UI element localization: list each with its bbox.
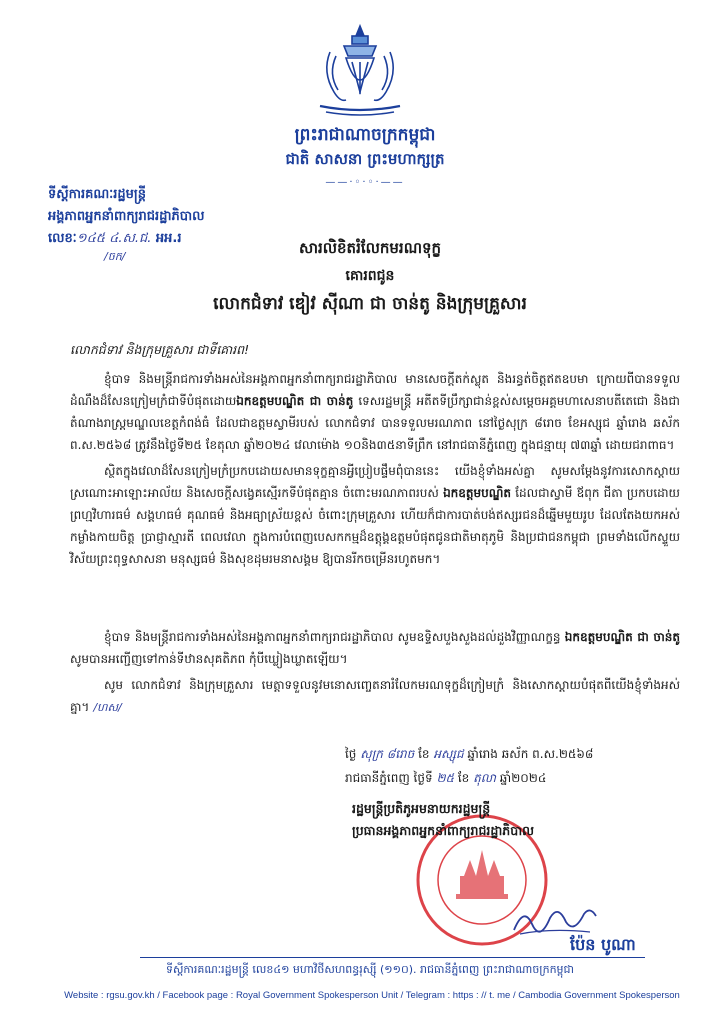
ornament-divider: ——·◦·◦·—— (325, 177, 405, 188)
office-line-1: ទីស្តីការគណៈរដ្ឋមន្ត្រី (48, 187, 146, 202)
signatory-title (352, 798, 534, 842)
letter-title-block (160, 234, 580, 318)
solar-suffix: ឆ្នាំ២០២៤ (499, 771, 547, 785)
p3-text-a: ខ្ញុំបាទ និងមន្ត្រីរាជការទាំងអស់នៃអង្គភាពអ្នកនាំពាក្យរាជរដ្ឋាភិបាល សូមឧទ្ទិសបួងសួងដល់ដួងវិញ្ញាណក្ខន្ធ (104, 630, 561, 644)
p4-text: សូម លោកជំទាវ និងក្រុមគ្រួសារ មេត្តាទទួលនូវមនោសញ្ចេតនារំលែកមរណទុក្ខដ៏ក្រៀមក្រំ និងសោកស្តាយបំផុតពីយើងខ្ញុំទាំងអស់គ្នា។ (70, 678, 680, 714)
p2-text-b: ដែលជាស្វាមី ឪពុក ជីតា ប្រកបដោយព្រហ្មវិហារធម៌ សង្គហធម៌ គុណធម៌ និងអធ្យាស្រ័យខ្ពស់ ចំពោះក្រុមគ្រួសារ ហើយក៏ជាការបាត់បង់ឥស្សរជនដ៏ឆ្នើមមួយរូប ដែលតែងយកអស់កម្លាំងកាយចិត្ត ប្រាជ្ញាស្មារតី ពេលវេលា ក្នុងការបំពេញបេសកកម្មដ៏ឧត្តុង្គឧត្តមបំផុតជូនជាតិមាតុភូមិ និងប្រជាជនកម្ពុជា ព្រមទាំងលើកស្ទួយវិស័យព្រះពុទ្ធសាសនា មនុស្សធម៌ និងសុខដុមរមនាសង្គម ឱ្យបានរីកចម្រើនរហូតមក។ (70, 486, 680, 566)
letter-title: សារលិខិតរំលែកមរណទុក្ខ (298, 239, 442, 257)
signatory-title-1: រដ្ឋមន្ត្រីប្រតិភូអមនាយករដ្ឋមន្ត្រី (352, 801, 491, 816)
recipient-name: លោកជំទាវ ឌៀវ ស៊ីណា ជា ចាន់តូ និងក្រុមគ្រួសារ (213, 294, 527, 314)
lunar-date (345, 746, 593, 764)
lunar-day: សុក្រ ៨រោច (360, 747, 415, 761)
p4-initials: /ហស/ (93, 701, 122, 714)
footer-divider (140, 957, 645, 958)
signatory-title-2: ប្រធានអង្គភាពអ្នកនាំពាក្យរាជរដ្ឋាភិបាល (352, 823, 535, 838)
lunar-prefix: ថ្ងៃ (345, 747, 357, 761)
salutation: លោកជំទាវ និងក្រុមគ្រួសារ ជាទីគោរព! (70, 342, 250, 357)
office-line-2: អង្គភាពអ្នកនាំពាក្យរាជរដ្ឋាភិបាល (48, 209, 205, 224)
office-initials: /ចក/ (104, 250, 126, 263)
paragraph-4 (70, 674, 680, 719)
p1-text-a: ខ្ញុំបាទ និងមន្ត្រីរាជការទាំងអស់នៃអង្គភាពអ្នកនាំពាក្យរាជរដ្ឋាភិបាល មានសេចក្តីតក់ស្លុត និងរន្ធត់ចិត្តឥតឧបមា ក្រោយពីបានទទួលដំណឹងដ៏សែនក្រៀមក្រំជាទីបំផុតដោយ (70, 372, 680, 408)
solar-month-label: ខែ (457, 771, 470, 785)
signatory-name: ប៉ែន បូណា (570, 935, 636, 954)
paragraph-2 (70, 460, 680, 570)
p1-text-b: ទេសរដ្ឋមន្ត្រី អតីតទីប្រឹក្សាជាន់ខ្ពស់សម្តេចអគ្គមហាសេនាបតីតេជោ និងជាតំណាងរាស្ត្រមណ្ឌលខេត្តកំពង់ធំ ដែលជាឧត្តមស្វាមីរបស់ លោកជំទាវ បានទទួលមរណភាព នៅថ្ងៃសុក្រ ៨រោច ខែអស្សុជ ឆ្នាំរោង ឆស័ក ព.ស.២៥៦៨ ត្រូវនឹងថ្ងៃទី២៥ ខែតុលា ឆ្នាំ២០២៤ វេលាម៉ោង ១០និង៣៥នាទីព្រឹក នៅរាជធានីភ្នំពេញ ក្នុងជន្មាយុ ៧៣ឆ្នាំ ដោយជរាពាធ។ (70, 394, 680, 452)
lunar-suffix: ឆ្នាំរោង ឆស័ក ព.ស.២៥៦៨ (467, 747, 594, 761)
addressed-to: គោរពជូន (345, 268, 395, 284)
royal-coat-of-arms-icon (300, 22, 420, 122)
national-motto: ជាតិ សាសនា ព្រះមហាក្សត្រ (285, 150, 445, 168)
footer-contacts: Website : rgsu.gov.kh / Facebook page : Royal Government Spokesperson Unit / Telegram : https : // t. me / Cambodia Government Spokesperson (64, 990, 680, 1001)
solar-prefix: រាជធានីភ្នំពេញ ថ្ងៃទី (345, 771, 433, 785)
ref-number: ១៤៥ ៤.ស.ជ. (76, 231, 152, 246)
paragraph-1 (70, 368, 680, 456)
solar-date (345, 770, 546, 788)
p1-deceased-name: ឯកឧត្តមបណ្ឌិត ជា ចាន់តូ (236, 394, 354, 408)
ref-label: លេខៈ (48, 231, 77, 246)
kingdom-heading: ព្រះរាជាណាចក្រកម្ពុជា (294, 125, 436, 145)
lunar-month-label: ខែ (418, 747, 430, 761)
footer-address: ទីស្តីការគណៈរដ្ឋមន្ត្រី លេខ៤១ មហាវិថីសហពន្ធរុស្ស៊ី (១១០). រាជធានីភ្នំពេញ ព្រះរាជាណាចក្រកម្ពុជា (165, 963, 575, 976)
ref-suffix: អអ.រ (155, 231, 182, 246)
p3-deceased-name: ឯកឧត្តមបណ្ឌិត ជា ចាន់តូ (564, 630, 680, 644)
solar-day: ២៥ (436, 771, 455, 785)
lunar-month: អស្សុជ (433, 747, 464, 761)
p2-text-a: ស្ថិតក្នុងវេលាដ៏សែនក្រៀមក្រំប្រកបដោយសមានទុក្ខគ្មានអ្វីប្រៀបផ្ទឹមពុំបាននេះ យើងខ្ញុំទាំងអស់គ្នា សូមសម្តែងនូវការសោកស្តាយស្រណោះអាឡោះអាល័យ និងសេចក្តីសង្វេគស្មើរកទីបំផុតគ្មាន ចំពោះមរណភាពរបស់ (70, 464, 680, 500)
p3-text-b: សូមបានអញ្ជើញទៅកាន់ទីឋានសុគតិភព កុំបីឃ្លៀងឃ្លាតឡើយ។ (70, 652, 348, 666)
paragraph-3 (70, 626, 680, 670)
solar-month: តុលា (473, 771, 496, 785)
p2-deceased-title: ឯកឧត្តមបណ្ឌិត (443, 486, 512, 500)
